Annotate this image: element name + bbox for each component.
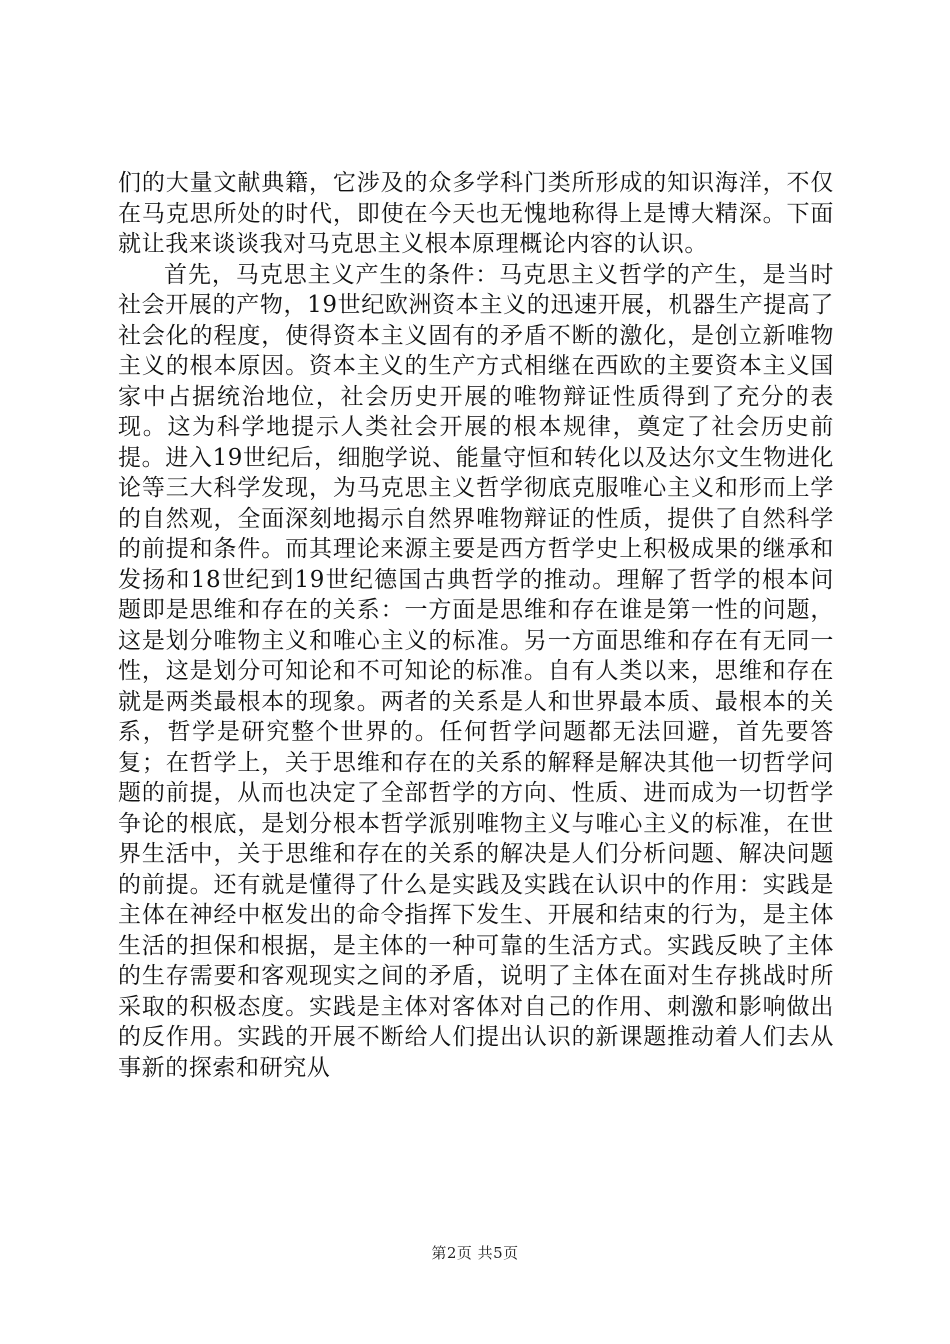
- page-footer: 第2页 共5页: [431, 1244, 519, 1262]
- body-text: [118, 168, 834, 1083]
- paragraph-continuation: 们的大量文献典籍，它涉及的众多学科门类所形成的知识海洋，不仅在马克思所处的时代，即使在今天也无愧地称得上是博大精深。下面就让我来谈谈我对马克思主义根本原理概论内容的认识。: [118, 170, 834, 257]
- paragraph-conditions: 首先，马克思主义产生的条件：马克思主义哲学的产生，是当时社会开展的产物，19世纪欧洲资本主义的迅速开展，机器生产提高了社会化的程度，使得资本主义固有的矛盾不断的激化，是创立新唯物主义的根本原因。资本主义的生产方式相继在西欧的主要资本主义国家中占据统治地位，社会历史开展的唯物辩证性质得到了充分的表现。这为科学地提示人类社会开展的根本规律，奠定了社会历史前提。进入19世纪后，细胞学说、能量守恒和转化以及达尔文生物进化论等三大科学发现，为马克思主义哲学彻底克服唯心主义和形而上学的自然观，全面深刻地揭示自然界唯物辩证的性质，提供了自然科学的前提和条件。而其理论来源主要是西方哲学史上积极成果的继承和发扬和18世纪到19世纪德国古典哲学的推动。理解了哲学的根本问题即是思维和存在的关系：一方面是思维和存在谁是第一性的问题，这是划分唯物主义和唯心主义的标准。另一方面思维和存在有无同一性，这是划分可知论和不可知论的标准。自有人类以来，思维和存在就是两类最根本的现象。两者的关系是人和世界最本质、最根本的关系，哲学是研究整个世界的。任何哲学问题都无法回避，首先要答复；在哲学上，关于思维和存在的关系的解释是解决其他一切哲学问题的前提，从而也决定了全部哲学的方向、性质、进而成为一切哲学争论的根底，是划分根本哲学派别唯物主义与唯心主义的标准，在世界生活中，关于思维和存在的关系的解决是人们分析问题、解决问题的前提。还有就是懂得了什么是实践及实践在认识中的作用：实践是主体在神经中枢发出的命令指挥下发生、开展和结束的行为，是主体生活的担保和根据，是主体的一种可靠的生活方式。实践反映了主体的生存需要和客观现实之间的矛盾，说明了主体在面对生存挑战时所采取的积极态度。实践是主体对客体对自己的作用、刺激和影响做出的反作用。实践的开展不断给人们提出认识的新课题推动着人们去从事新的探索和研究从: [118, 261, 834, 1081]
